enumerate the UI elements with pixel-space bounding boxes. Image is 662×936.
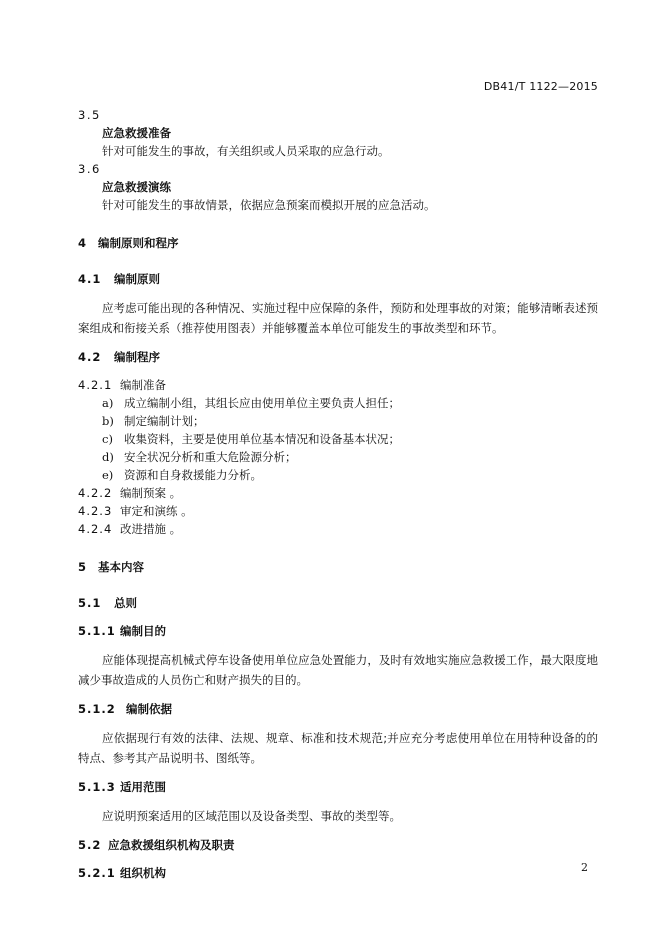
subsection-heading [78, 778, 598, 796]
term-definition: 针对可能发生的事故情景，依据应急预案而模拟开展的应急活动。 [102, 198, 436, 212]
heading-number: 4.2.4 [78, 522, 113, 536]
heading-title: 改进措施 。 [120, 522, 182, 536]
subsection-heading [78, 502, 598, 520]
term-title: 应急救援演练 [102, 180, 171, 194]
section-heading [78, 836, 598, 854]
heading-title: 适用范围 [120, 780, 166, 794]
subsection-heading [78, 520, 598, 538]
subsection-heading [78, 864, 598, 882]
chapter-heading [78, 234, 598, 252]
document-code: DB41/T 1122—2015 [483, 80, 598, 93]
heading-title: 编制预案 。 [120, 486, 182, 500]
list-text: 收集资料，主要是使用单位基本情况和设备基本状况； [124, 432, 400, 446]
heading-title: 编制程序 [114, 350, 160, 364]
subsection-heading [78, 622, 598, 640]
heading-number: 5.2.1 [78, 866, 116, 880]
list-label: c) [102, 432, 113, 446]
heading-number: 5.2 [78, 838, 102, 852]
heading-title: 编制原则 [114, 272, 160, 286]
list-item [78, 430, 598, 448]
clause-number: 3.5 [78, 108, 101, 122]
paragraph: 应说明预案适用的区域范围以及设备类型、事故的类型等。 [102, 809, 401, 823]
heading-number: 5.1.3 [78, 780, 116, 794]
paragraph: 应考虑可能出现的各种情况、实施过程中应保障的条件，预防和处理事故的对策；能够清晰表述预案组成和衔接关系（推荐使用图表）并能够覆盖本单位可能发生的事故类型和环节。 [78, 301, 598, 335]
heading-title: 编制准备 [120, 378, 166, 392]
heading-title: 编制依据 [126, 702, 172, 716]
subsection-heading [78, 484, 598, 502]
paragraph: 应能体现提高机械式停车设备使用单位应急处置能力，及时有效地实施应急救援工作，最大限度地减少事故造成的人员伤亡和财产损失的目的。 [78, 653, 598, 687]
heading-title: 总则 [114, 596, 137, 610]
clause-number: 3.6 [78, 162, 101, 176]
section-heading [78, 594, 598, 612]
heading-number: 4.2.1 [78, 378, 113, 392]
list-label: e) [102, 468, 114, 482]
list-label: a) [102, 396, 114, 410]
list-text: 制定编制计划； [124, 414, 205, 428]
list-item [78, 394, 598, 412]
heading-number: 4 [78, 236, 88, 250]
list-text: 资源和自身救援能力分析。 [124, 468, 262, 482]
list-text: 成立编制小组，其组长应由使用单位主要负责人担任； [124, 396, 400, 410]
heading-number: 4.1 [78, 272, 102, 286]
subsection-heading [78, 376, 598, 394]
heading-title: 编制原则和程序 [98, 236, 179, 250]
heading-number: 5.1.2 [78, 702, 116, 716]
heading-number: 5 [78, 560, 88, 574]
heading-number: 5.1 [78, 596, 102, 610]
heading-number: 4.2.3 [78, 504, 113, 518]
section-heading [78, 270, 598, 288]
heading-number: 4.2 [78, 350, 102, 364]
paragraph: 应依据现行有效的法律、法规、规章、标准和技术规范;并应充分考虑使用单位在用特种设备的的特点、参考其产品说明书、图纸等。 [78, 731, 598, 765]
heading-number: 4.2.2 [78, 486, 113, 500]
heading-title: 审定和演练 。 [120, 504, 193, 518]
heading-title: 组织机构 [120, 866, 166, 880]
list-item [78, 412, 598, 430]
term-definition: 针对可能发生的事故，有关组织或人员采取的应急行动。 [102, 144, 390, 158]
list-text: 安全状况分析和重大危险源分析； [124, 450, 297, 464]
heading-title: 应急救援组织机构及职责 [108, 838, 235, 852]
term-title: 应急救援准备 [102, 126, 171, 140]
list-label: b) [102, 414, 114, 428]
chapter-heading [78, 558, 598, 576]
document-body [78, 106, 598, 882]
heading-number: 5.1.1 [78, 624, 116, 638]
subsection-heading [78, 700, 598, 718]
list-item [78, 448, 598, 466]
heading-title: 基本内容 [98, 560, 144, 574]
section-heading [78, 348, 598, 366]
list-label: d) [102, 450, 114, 464]
list-item [78, 466, 598, 484]
page-number: 2 [581, 861, 588, 874]
heading-title: 编制目的 [120, 624, 166, 638]
